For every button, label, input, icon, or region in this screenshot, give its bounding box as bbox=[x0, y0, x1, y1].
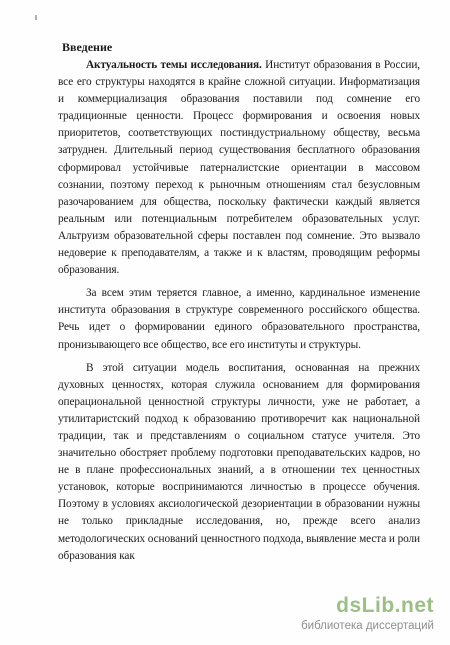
section-heading: Введение bbox=[62, 40, 113, 54]
watermark-logo: dsLib.net bbox=[336, 594, 434, 617]
paragraph-text: В этой ситуации модель воспитания, основанная на прежних духовных ценностях, которая служила основанием для формирования операциональной ценностной структуры личности, уже не работает, а утилитаристский подход к образованию противоречит как национальной традиции, так и представлениям о социальном статусе учителя. Это значительно обостряет проблему подготовки преподавательских кадров, но не в плане профессиональных знаний, а в отношении тех ценностных установок, которые воспринимаются личностью в процессе обучения. Поэтому в условиях аксиологической дезориентации в образовании нужны не только прикладные исследования, но, прежде всего анализ методологических оснований ценностного подхода, выявление места и роли образования как bbox=[58, 361, 420, 562]
paragraph-1 bbox=[58, 57, 420, 279]
paragraph-text: Институт образования в России, все его структуры находятся в крайне сложной ситуации. Информатизация и коммерциализация образования поставили под сомнение его традиционные ценности. Процесс формирования и освоения новых приоритетов, соответствующих постиндустриальному обществу, весьма затруднен. Длительный период существования бесплатного образования сформировал устойчивые патерналистские ориентации в массовом сознании, поэтому переход к рыночным отношениям стал безусловным разочарованием для общества, поскольку фактически каждый является реальным или потенциальным потребителем образовательных услуг. Альтруизм образовательной сферы поставлен под сомнение. Это вызвало недоверие к преподавателям, а также и к властям, проводящим реформы образования. bbox=[58, 59, 420, 277]
watermark bbox=[301, 595, 434, 633]
paragraph-text: За всем этим теряется главное, а именно, кардинальное изменение института образования в структуре современного российского общества. Речь идет о формировании единого образовательного пространства, пронизывающего все общество, все его институты и структуры. bbox=[58, 287, 420, 351]
paragraph-3 bbox=[58, 360, 420, 565]
paragraph-2 bbox=[58, 285, 420, 353]
watermark-tagline: библиотека диссертаций bbox=[301, 620, 434, 632]
corner-mark: ι bbox=[35, 12, 37, 22]
paragraph-lead: Актуальность темы исследования. bbox=[86, 59, 262, 71]
document-body bbox=[58, 57, 420, 565]
